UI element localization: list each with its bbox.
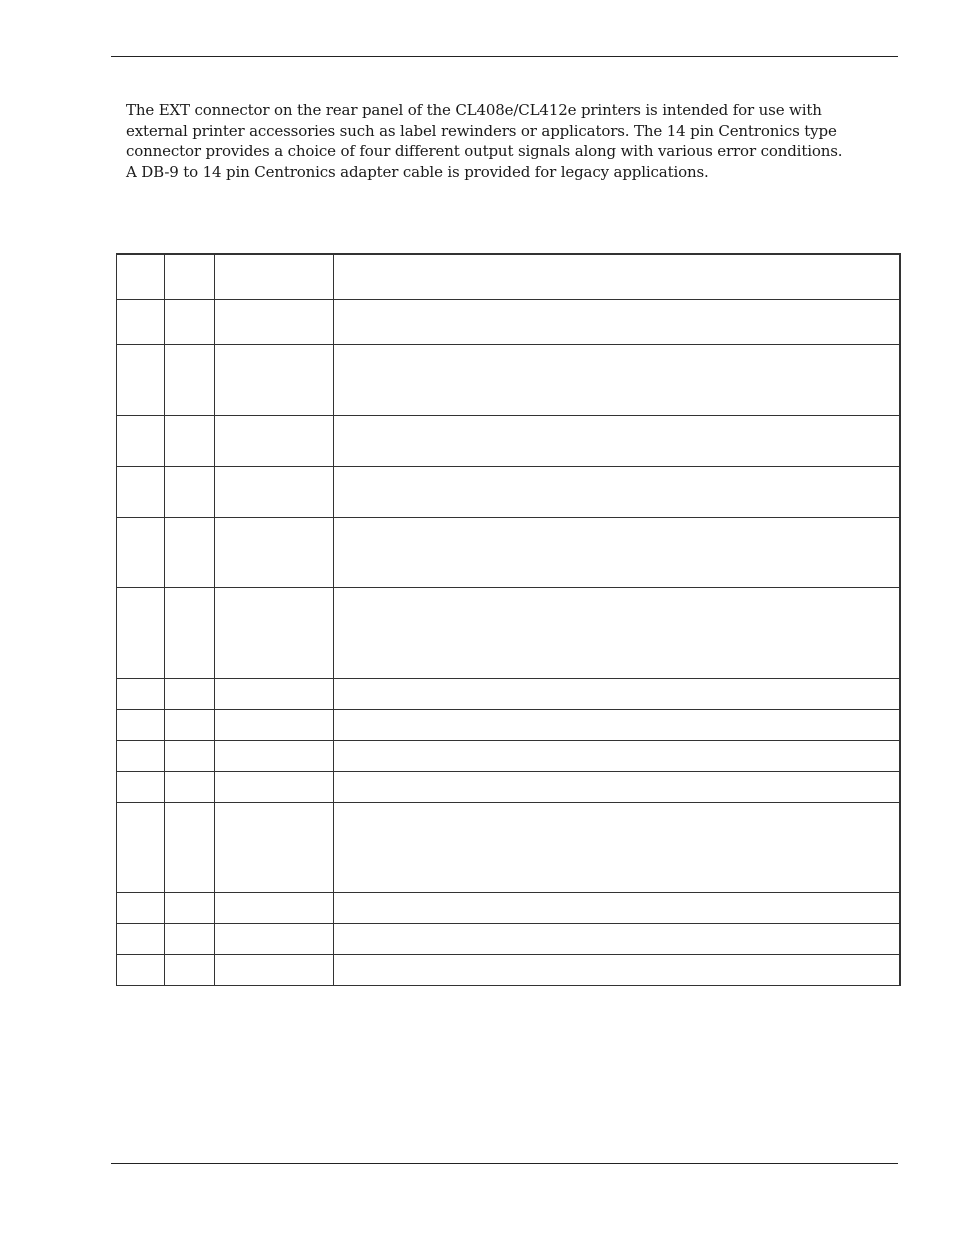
table-cell: [165, 415, 215, 466]
table-cell: [215, 466, 334, 517]
table-cell: [334, 954, 900, 985]
table-cell: [117, 740, 165, 771]
table-cell: [334, 678, 900, 709]
table-cell: [215, 802, 334, 892]
table-row: [117, 415, 900, 466]
table-row: [117, 923, 900, 954]
table-cell: [334, 517, 900, 587]
ext-connector-pin-table: [116, 253, 901, 986]
table-cell: [117, 299, 165, 344]
table-cell: [117, 587, 165, 678]
table-cell: [117, 923, 165, 954]
table-cell: [165, 517, 215, 587]
table-row: [117, 466, 900, 517]
table-cell: [215, 892, 334, 923]
table-cell: [334, 415, 900, 466]
table-cell: [215, 517, 334, 587]
table-cell: [165, 740, 215, 771]
table-cell: [165, 923, 215, 954]
table-cell: [215, 587, 334, 678]
table-cell: [334, 740, 900, 771]
table-row: [117, 954, 900, 985]
footer-rule: [111, 1163, 898, 1164]
table-cell: [334, 709, 900, 740]
table-cell: [165, 892, 215, 923]
table-row: [117, 587, 900, 678]
table-row: [117, 802, 900, 892]
table-row: [117, 299, 900, 344]
table-cell: [215, 709, 334, 740]
table-row: [117, 740, 900, 771]
table-cell: [165, 678, 215, 709]
table-cell: [334, 299, 900, 344]
table-cell: [165, 299, 215, 344]
table-row: [117, 344, 900, 415]
table-row: [117, 709, 900, 740]
table-cell: [117, 954, 165, 985]
table-row: [117, 892, 900, 923]
table-cell: [165, 344, 215, 415]
table-cell: [117, 344, 165, 415]
table-cell: [117, 415, 165, 466]
table-row: [117, 678, 900, 709]
table-cell: [215, 771, 334, 802]
table-cell: [117, 254, 165, 299]
table-cell: [215, 299, 334, 344]
table-cell: [334, 466, 900, 517]
table-cell: [334, 344, 900, 415]
table-cell: [117, 678, 165, 709]
table-cell: [165, 771, 215, 802]
table-cell: [117, 466, 165, 517]
table-cell: [215, 344, 334, 415]
table-cell: [215, 254, 334, 299]
table-cell: [165, 587, 215, 678]
table-cell: [117, 709, 165, 740]
table-cell: [334, 771, 900, 802]
table-cell: [117, 771, 165, 802]
table-cell: [165, 709, 215, 740]
table-cell: [117, 517, 165, 587]
table-cell: [165, 802, 215, 892]
table-cell: [334, 802, 900, 892]
table-cell: [165, 466, 215, 517]
table-cell: [215, 678, 334, 709]
intro-paragraph: The EXT connector on the rear panel of the CL408e/CL412e printers is intended for use with external printer accessories such as label rewinders or applicators. The 14 pin Centronics type connector provides a choice of four different output signals along with various error conditions. A DB-9 to 14 pin Centronics adapter cable is provided for legacy applications.: [126, 101, 843, 181]
table-cell: [334, 587, 900, 678]
table-cell: [215, 954, 334, 985]
table-cell: [334, 923, 900, 954]
table-header-row: [117, 254, 900, 299]
table-cell: [334, 254, 900, 299]
table-row: [117, 771, 900, 802]
table-cell: [215, 740, 334, 771]
table-cell: [117, 802, 165, 892]
table-row: [117, 517, 900, 587]
table-cell: [165, 254, 215, 299]
header-rule: [111, 56, 898, 57]
table-cell: [117, 892, 165, 923]
table-cell: [165, 954, 215, 985]
table-cell: [215, 415, 334, 466]
table-cell: [215, 923, 334, 954]
table-cell: [334, 892, 900, 923]
